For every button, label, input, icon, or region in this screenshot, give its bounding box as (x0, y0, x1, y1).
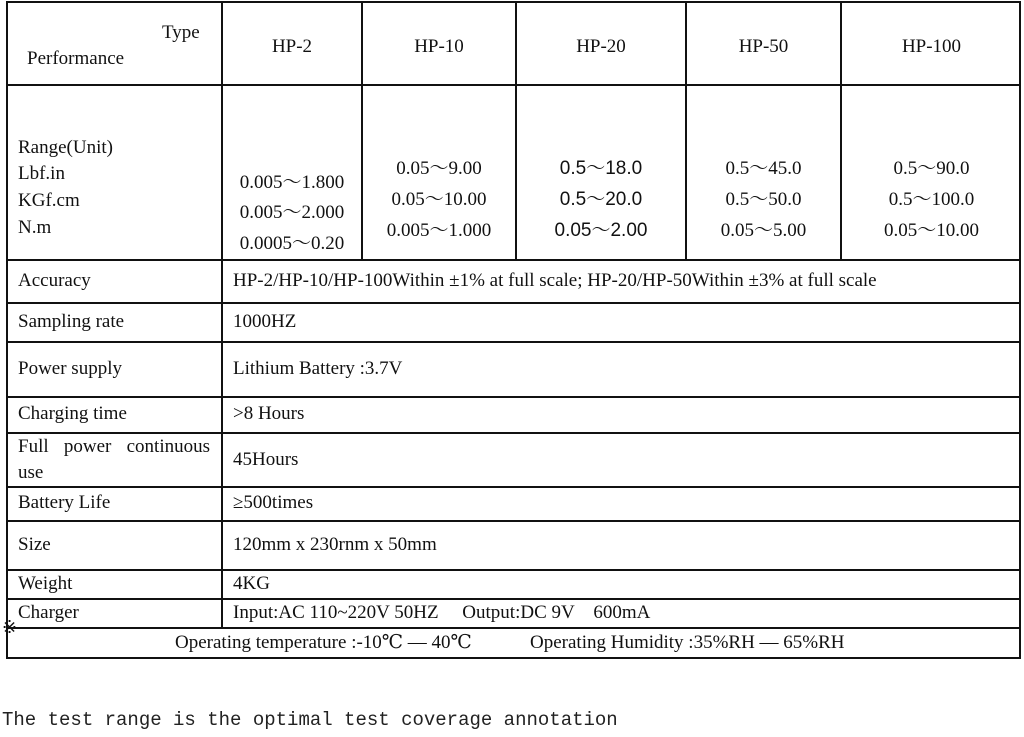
type-header: Type (162, 22, 200, 43)
column-divider (221, 1, 223, 627)
row-divider (6, 302, 1021, 304)
range-hp10-lbfin: 0.05～9.00 (396, 158, 482, 179)
accuracy-label: Accuracy (18, 270, 91, 291)
range-hp20-kgfcm: 0.5～20.0 (559, 189, 643, 210)
operating-temperature: Operating temperature :-10℃ — 40℃ (175, 632, 472, 653)
range-hp2-lbfin: 0.005～1.800 (239, 172, 345, 193)
accuracy-value: HP-2/HP-10/HP-100Within ±1% at full scale; HP-20/HP-50Within ±3% at full scale (233, 270, 877, 291)
charging-time-label: Charging time (18, 403, 127, 424)
model-hp20: HP-20 (576, 36, 626, 57)
row-divider (6, 627, 1021, 629)
model-hp50: HP-50 (738, 36, 789, 57)
row-divider (6, 396, 1021, 398)
footnote: The test range is the optimal test coverage annotation (2, 709, 618, 731)
reference-mark: ※ (2, 617, 18, 637)
range-hp2-nm: 0.0005～0.20 (239, 233, 345, 254)
range-hp50-nm: 0.05～5.00 (720, 220, 807, 241)
range-hp20-lbfin: 0.5～18.0 (559, 158, 643, 179)
unit-lbf-in: Lbf.in (18, 163, 65, 184)
power-supply-label: Power supply (18, 358, 122, 379)
model-hp2: HP-2 (271, 36, 313, 57)
range-hp100-nm: 0.05～10.00 (883, 220, 979, 241)
range-hp100-kgfcm: 0.5～100.0 (888, 189, 975, 210)
row-divider (6, 486, 1021, 488)
battery-life-value: ≥500times (233, 492, 314, 513)
row-divider (6, 520, 1021, 522)
model-hp10: HP-10 (414, 36, 464, 57)
weight-label: Weight (18, 573, 73, 594)
sampling-rate-label: Sampling rate (18, 311, 125, 332)
range-hp20-nm: 0.05～2.00 (554, 220, 648, 241)
range-hp2-kgfcm: 0.005～2.000 (239, 202, 345, 223)
range-hp100-lbfin: 0.5～90.0 (893, 158, 970, 179)
range-hp50-kgfcm: 0.5～50.0 (725, 189, 802, 210)
full-power-value: 45Hours (233, 449, 299, 470)
battery-life-label: Battery Life (18, 492, 111, 513)
unit-n-m: N.m (18, 217, 52, 238)
size-value: 120mm x 230rnm x 50mm (233, 534, 437, 555)
row-divider (6, 259, 1021, 261)
weight-value: 4KG (233, 573, 270, 594)
model-hp100: HP-100 (901, 36, 962, 57)
charging-time-value: >8 Hours (233, 403, 305, 424)
row-divider (6, 341, 1021, 343)
full-power-label: Full power continuous use (18, 436, 210, 483)
operating-humidity: Operating Humidity :35%RH — 65%RH (530, 632, 845, 653)
row-divider (6, 84, 1021, 86)
range-hp10-kgfcm: 0.05～10.00 (391, 189, 487, 210)
spec-table (6, 1, 1021, 659)
size-label: Size (18, 534, 51, 555)
charger-value: Input:AC 110~220V 50HZ Output:DC 9V 600mA (233, 602, 651, 623)
range-unit-label: Range(Unit) (18, 137, 113, 158)
power-supply-value: Lithium Battery :3.7V (233, 358, 403, 379)
charger-label: Charger (18, 602, 79, 623)
unit-kgf-cm: KGf.cm (18, 190, 80, 211)
sampling-rate-value: 1000HZ (233, 311, 297, 332)
row-divider (6, 569, 1021, 571)
performance-header: Performance (27, 48, 125, 69)
range-hp50-lbfin: 0.5～45.0 (725, 158, 802, 179)
range-hp10-nm: 0.005～1.000 (386, 220, 492, 241)
